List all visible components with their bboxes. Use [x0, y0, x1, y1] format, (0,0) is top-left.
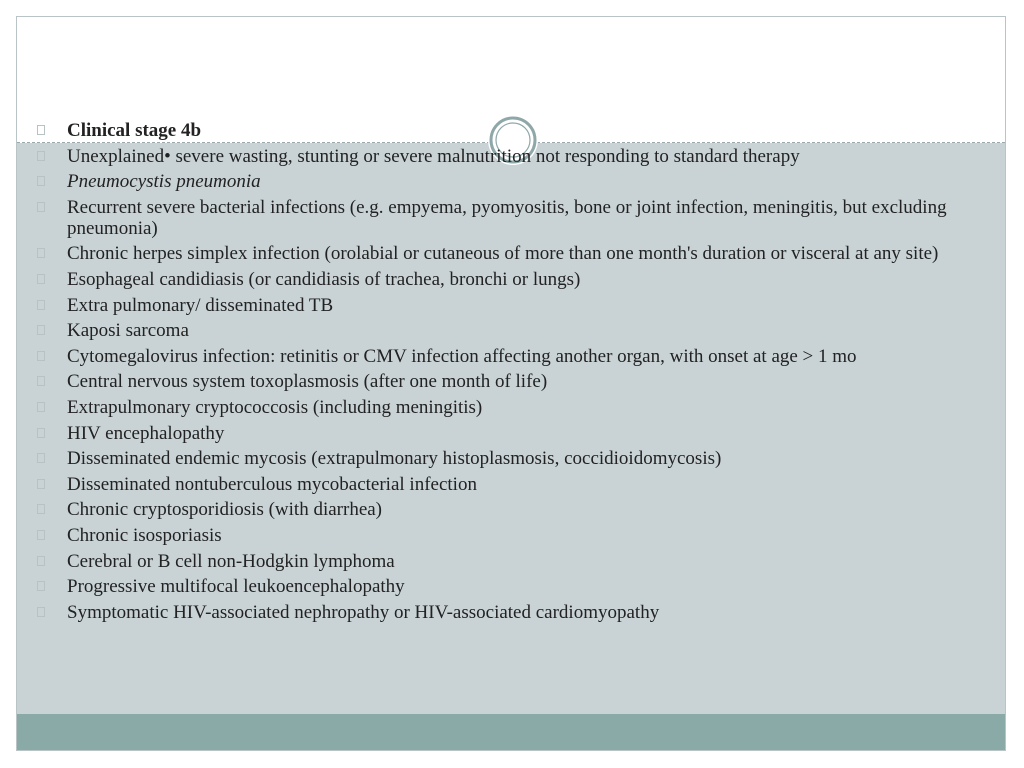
list-item-text: Symptomatic HIV-associated nephropathy or HIV-associated cardiomyopathy	[67, 601, 660, 623]
bullet-icon	[37, 556, 45, 566]
list-item-text: Chronic herpes simplex infection (orolabial or cutaneous of more than one month's duration or visceral at any site)	[67, 243, 939, 265]
bullet-icon	[37, 428, 45, 438]
bullet-icon	[37, 125, 45, 135]
list-item	[37, 423, 967, 444]
list-item-text: Central nervous system toxoplasmosis (after one month of life)	[67, 371, 548, 393]
bullet-icon	[37, 151, 45, 161]
list-item-text: Extrapulmonary cryptococcosis (including meningitis)	[67, 396, 483, 418]
list-item-text: Pneumocystis pneumonia	[67, 171, 261, 193]
list-item-text: HIV encephalopathy	[67, 422, 225, 444]
list-item	[37, 346, 967, 367]
list-item-text: Cytomegalovirus infection: retinitis or CMV infection affecting another organ, with onset at age > 1 mo	[67, 345, 857, 367]
list-item	[37, 448, 967, 469]
bullet-icon	[37, 248, 45, 258]
list-item-text: Disseminated endemic mycosis (extrapulmonary histoplasmosis, coccidioidomycosis)	[67, 448, 722, 470]
list-item	[37, 474, 967, 495]
list-item-text: Kaposi sarcoma	[67, 320, 189, 342]
list-item	[37, 602, 967, 623]
bullet-icon	[37, 581, 45, 591]
list-item-text: Progressive multifocal leukoencephalopathy	[67, 576, 405, 598]
list-item	[37, 551, 967, 572]
list-item-text: Cerebral or B cell non-Hodgkin lymphoma	[67, 550, 395, 572]
slide	[16, 16, 1006, 751]
list-item	[37, 146, 967, 167]
bullet-icon	[37, 202, 45, 212]
list-item	[37, 499, 967, 520]
bullet-icon	[37, 274, 45, 284]
list-item	[37, 120, 967, 141]
bullet-list	[37, 120, 967, 627]
list-item-text: Esophageal candidiasis (or candidiasis of trachea, bronchi or lungs)	[67, 268, 581, 290]
bullet-icon	[37, 300, 45, 310]
bullet-icon	[37, 504, 45, 514]
bullet-icon	[37, 351, 45, 361]
bullet-icon	[37, 176, 45, 186]
slide-heading: Clinical stage 4b	[67, 120, 202, 141]
bullet-icon	[37, 530, 45, 540]
bullet-icon	[37, 376, 45, 386]
list-item-text: Chronic isosporiasis	[67, 524, 222, 546]
bullet-icon	[37, 402, 45, 412]
list-item	[37, 320, 967, 341]
list-item	[37, 525, 967, 546]
list-item-text: Unexplained• severe wasting, stunting or severe malnutrition not responding to standard therapy	[67, 145, 800, 167]
list-item-text: Recurrent severe bacterial infections (e.g. empyema, pyomyositis, bone or joint infection, meningitis, but excluding pneumonia)	[67, 196, 947, 239]
list-item	[37, 295, 967, 316]
list-item-text: Disseminated nontuberculous mycobacterial infection	[67, 473, 477, 495]
bullet-icon	[37, 607, 45, 617]
list-item	[37, 371, 967, 392]
list-item-text: Chronic cryptosporidiosis (with diarrhea)	[67, 499, 383, 521]
list-item	[37, 197, 967, 239]
list-item	[37, 397, 967, 418]
bullet-icon	[37, 325, 45, 335]
bullet-icon	[37, 453, 45, 463]
list-item-text: Extra pulmonary/ disseminated TB	[67, 294, 334, 316]
list-item	[37, 243, 967, 264]
list-item	[37, 269, 967, 290]
footer-band	[17, 714, 1005, 750]
bullet-icon	[37, 479, 45, 489]
list-item	[37, 171, 967, 192]
list-item	[37, 576, 967, 597]
